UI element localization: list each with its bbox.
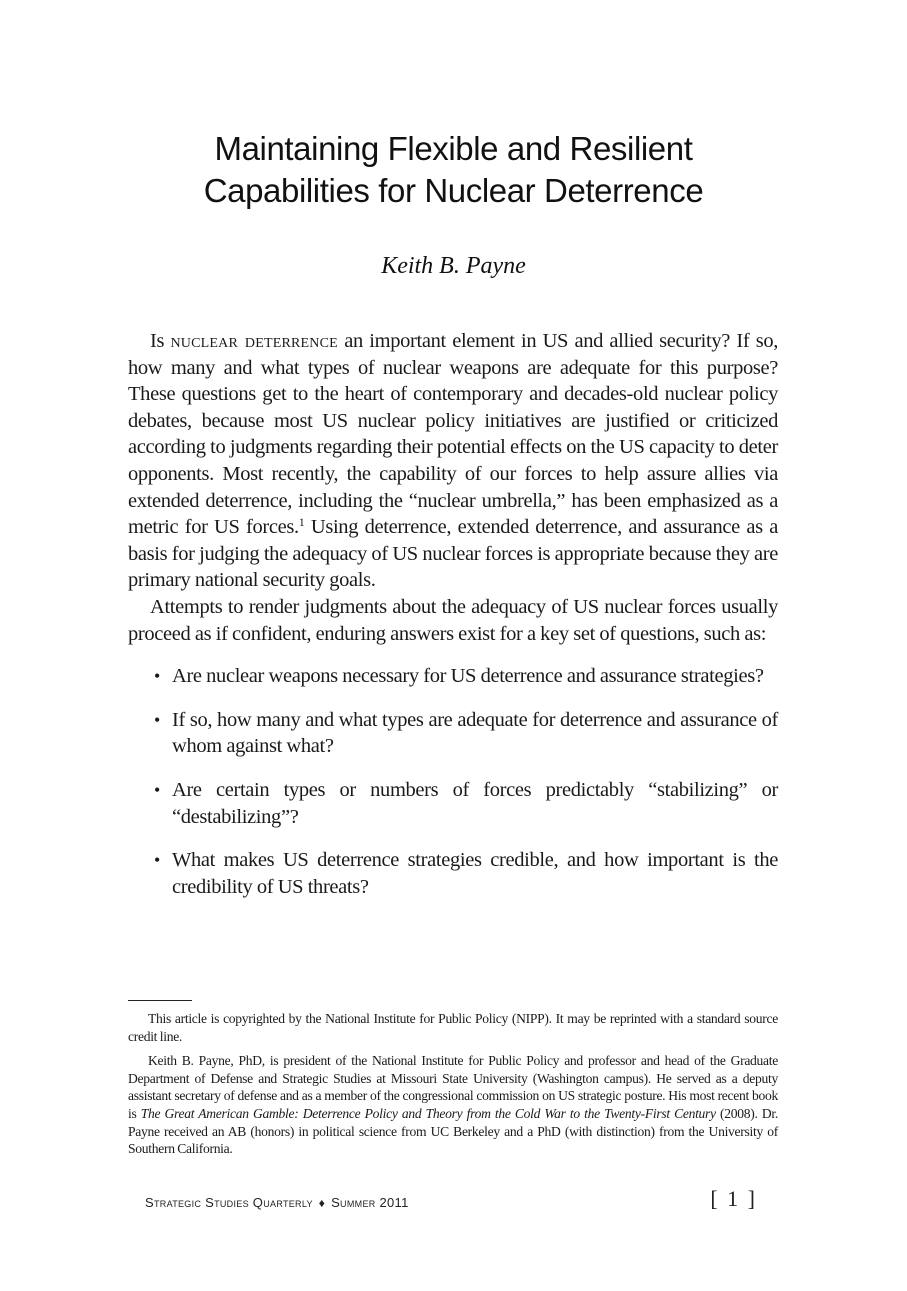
question-text: Are certain types or numbers of forces predictably “stabilizing” or “destabilizing”? [172,778,778,828]
running-footer [145,1195,409,1210]
question-text: What makes US deterrence strategies credible, and how important is the credibility of US threats? [172,849,778,898]
body-paragraph-2: Attempts to render judgments about the adequacy of US nuclear forces usually proceed as if confident, enduring answers exist for a key set of questions, such as: [128,595,778,645]
article-body [128,328,778,917]
footnote-reference[interactable]: 1 [298,515,305,530]
lead-word: Is [150,330,165,352]
author-bio-note [128,1052,778,1158]
question-item [128,663,778,690]
paragraph-1-text-continued: Using deterrence, extended deterrence, and assurance as a basis for judging the adequacy of US nuclear forces is appropriate because they are primary national security goals. [128,516,778,592]
question-item [128,777,778,830]
bullet-icon: • [154,850,160,871]
body-paragraph-1 [128,328,778,594]
page-number: [ 1 ] [710,1186,757,1211]
paragraph-1-text: an important element in US and allied security? If so, how many and what types of nuclear weapons are adequate for this purpose? These questions get to the heart of contemporary and decades-old nuclear policy debates, because most US nuclear policy initiatives are justified or criticized according to judgments regarding their potential effects on the US capacity to deter opponents. Most recently, the capability of our forces to help assure allies via extended deterrence, including the “nuclear umbrella,” has been emphasized as a metric for US forces. [128,330,778,539]
article-title-line-2: Capabilities for Nuclear Deterrence [203,172,704,209]
footnote-divider [128,1000,192,1001]
author-bio-text-continued: (2008). Dr. Payne received an AB (honors) in political science from UC Berkeley and a PhD (with distinction) from the University of Southern California. [128,1105,778,1157]
question-item [128,847,778,900]
issue-date: Summer 2011 [331,1195,409,1210]
diamond-separator-icon: ♦ [318,1196,326,1210]
author-bio-text: Keith B. Payne, PhD, is president of the National Institute for Public Policy and professor and head of the Graduate Department of Defense and Strategic Studies at Missouri State University (Washington campus). He served as a deputy assistant secretary of defense and as a member of the congressional commission on US strategic posture. His most recent book is [128,1053,778,1121]
lead-smallcaps-phrase: nuclear deterrence [170,330,338,352]
question-text: Are nuclear weapons necessary for US deterrence and assurance strategies? [172,665,764,688]
journal-name: Strategic Studies Quarterly [145,1195,313,1210]
article-author: Keith B. Payne [381,253,526,279]
book-title: The Great American Gamble: Deterrence Policy and Theory from the Cold War to the Twenty-First Century [140,1105,716,1121]
article-title [0,128,907,212]
bullet-icon: • [154,779,160,800]
article-title-line-1: Maintaining Flexible and Resilient [214,130,693,167]
bullet-icon: • [154,709,160,730]
footnotes [128,1010,778,1165]
question-item [128,707,778,760]
question-list [128,663,778,900]
bullet-icon: • [154,666,160,687]
question-text: If so, how many and what types are adequate for deterrence and assurance of whom against what? [172,708,778,758]
copyright-note: This article is copyrighted by the National Institute for Public Policy (NIPP). It may be reprinted with a standard source credit line. [128,1011,778,1044]
